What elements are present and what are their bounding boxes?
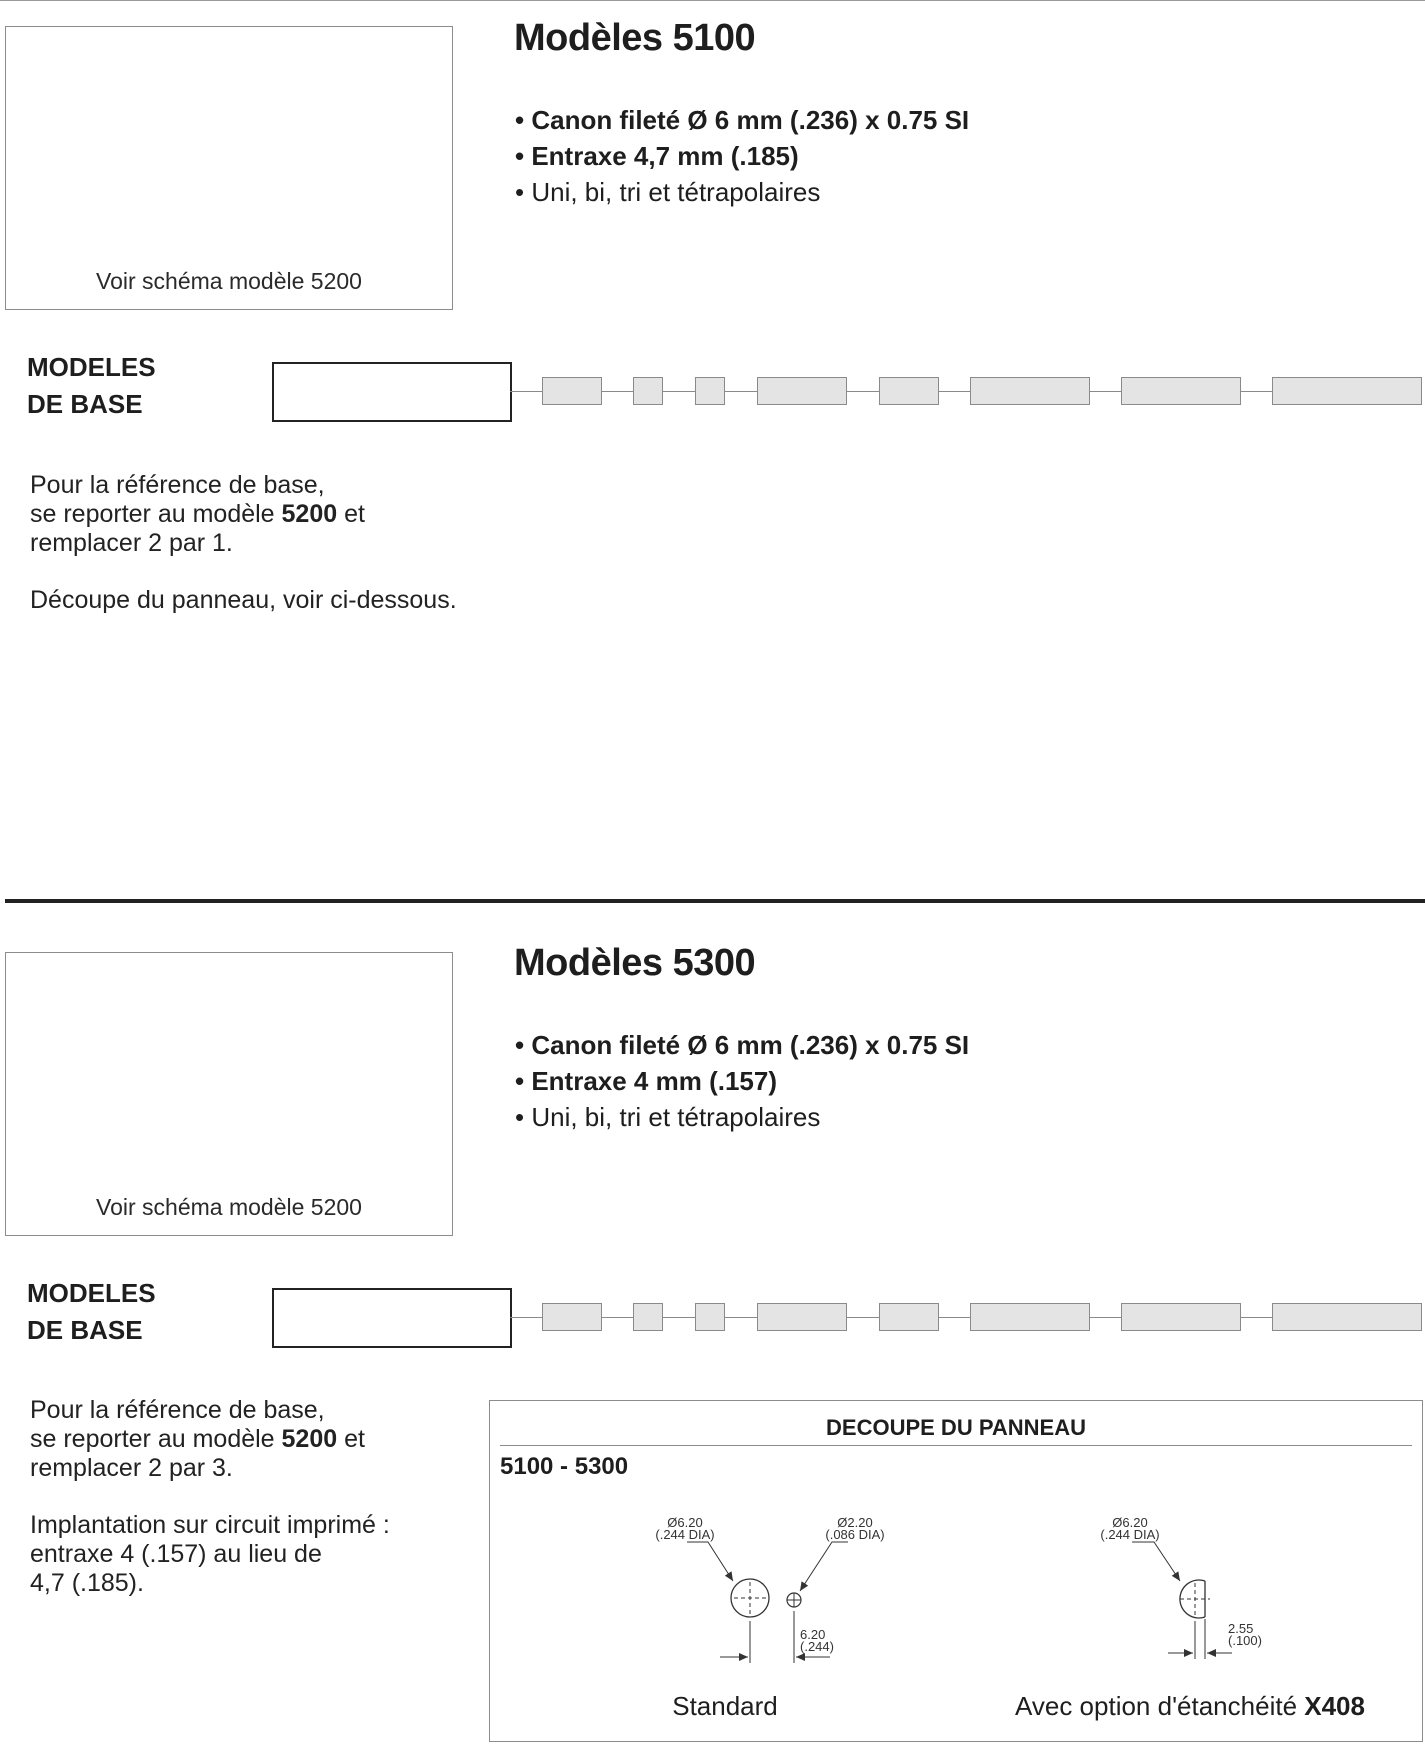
code-segment bbox=[970, 1303, 1090, 1331]
code-segment bbox=[879, 377, 939, 405]
panel-cutout-title: DECOUPE DU PANNEAU bbox=[826, 1415, 1086, 1440]
standard-label: Standard bbox=[672, 1691, 778, 1721]
dim-label-spacing: 2.55 (.100) bbox=[1228, 1621, 1262, 1648]
code-segment bbox=[633, 1303, 663, 1331]
code-segment bbox=[1272, 1303, 1422, 1331]
feature-item: • Uni, bi, tri et tétrapolaires bbox=[515, 177, 821, 207]
panel-models-label: 5100 - 5300 bbox=[500, 1453, 629, 1480]
section-title-5300: Modèles 5300 bbox=[514, 942, 756, 984]
section-title-5100: Modèles 5100 bbox=[514, 17, 756, 59]
feature-item: • Canon fileté Ø 6 mm (.236) x 0.75 SI bbox=[515, 105, 970, 135]
feature-item: • Canon fileté Ø 6 mm (.236) x 0.75 SI bbox=[515, 1030, 970, 1060]
large-hole-icon bbox=[731, 1579, 769, 1617]
section-divider bbox=[5, 899, 1425, 903]
feature-item: • Uni, bi, tri et tétrapolaires bbox=[515, 1102, 821, 1132]
base-models-label: MODELES DE BASE bbox=[27, 352, 156, 419]
product-image-placeholder-5100 bbox=[5, 26, 453, 310]
image-caption: Voir schéma modèle 5200 bbox=[96, 268, 362, 294]
feature-item: • Entraxe 4 mm (.157) bbox=[515, 1066, 777, 1096]
base-reference-note-5300: Pour la référence de base, se reporter au modèle 5200 et remplacer 2 par 3. Implantation sur circuit imprimé : entraxe 4 (.157) au lieu de 4,7 (.185). bbox=[30, 1396, 390, 1597]
dim-label-small-hole: Ø2.20 (.086 DIA) bbox=[825, 1515, 885, 1542]
code-segment bbox=[757, 377, 847, 405]
code-segment bbox=[695, 1303, 725, 1331]
code-segment bbox=[970, 377, 1090, 405]
code-segment bbox=[695, 377, 725, 405]
code-segment bbox=[542, 1303, 602, 1331]
base-reference-note-5100: Pour la référence de base, se reporter au modèle 5200 et remplacer 2 par 1. Découpe du panneau, voir ci-dessous. bbox=[30, 471, 457, 614]
feature-list-5100 bbox=[515, 102, 969, 210]
feature-list-5300 bbox=[515, 1027, 969, 1135]
dim-label-large-hole: Ø6.20 (.244 DIA) bbox=[1100, 1515, 1160, 1542]
small-hole-icon bbox=[787, 1593, 801, 1607]
dim-label-large-hole: Ø6.20 (.244 DIA) bbox=[655, 1515, 715, 1542]
flat-hole-icon bbox=[1180, 1580, 1210, 1618]
reference-code-segments bbox=[510, 377, 1422, 407]
code-segment bbox=[1121, 1303, 1241, 1331]
sealed-option-label: Avec option d'étanchéité X408 bbox=[1015, 1691, 1365, 1721]
product-image-placeholder-5300 bbox=[5, 952, 453, 1236]
code-segment bbox=[1121, 377, 1241, 405]
reference-code-segments bbox=[510, 1303, 1422, 1333]
feature-item: • Entraxe 4,7 mm (.185) bbox=[515, 141, 799, 171]
base-reference-box bbox=[272, 362, 512, 422]
top-rule bbox=[0, 0, 1425, 1]
code-segment bbox=[757, 1303, 847, 1331]
cutout-drawings bbox=[490, 1401, 1422, 1741]
base-reference-box bbox=[272, 1288, 512, 1348]
code-segment bbox=[1272, 377, 1422, 405]
image-caption: Voir schéma modèle 5200 bbox=[96, 1194, 362, 1220]
code-segment bbox=[879, 1303, 939, 1331]
code-segment bbox=[542, 377, 602, 405]
base-models-label: MODELES DE BASE bbox=[27, 1278, 156, 1345]
code-segment bbox=[633, 377, 663, 405]
panel-cutout-box bbox=[489, 1400, 1423, 1742]
dim-label-spacing: 6.20 (.244) bbox=[800, 1627, 834, 1654]
